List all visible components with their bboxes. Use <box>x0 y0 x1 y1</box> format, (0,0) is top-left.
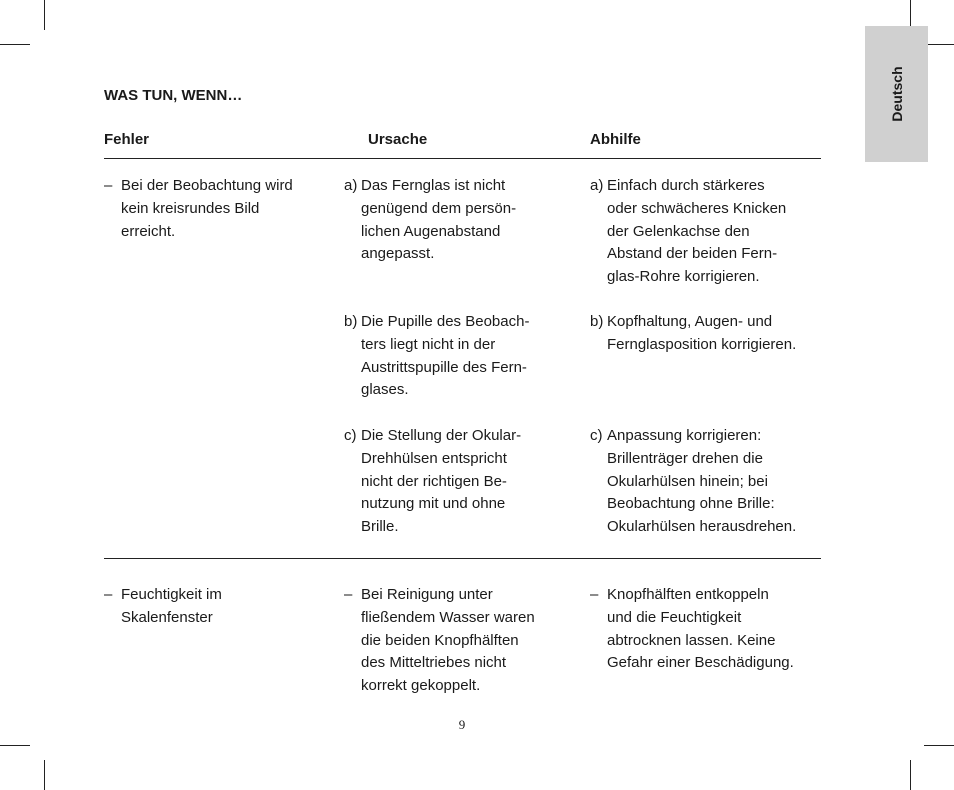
ursache-text: Das Fernglas ist nicht genügend dem persön- lichen Augenabstand angepasst. <box>361 177 517 263</box>
list-marker: b) <box>344 313 358 330</box>
crop-mark <box>44 0 45 30</box>
fehler-cell <box>104 175 329 243</box>
ursache-text: Bei Reinigung unter fließendem Wasser waren die beiden Knopfhälften des Mitteltriebes nicht korrekt gekoppelt. <box>361 586 535 695</box>
abhilfe-text: Einfach durch stärkeres oder schwächeres Knicken der Gelenkachse den Abstand der beiden Fern- glas-Rohre korrigieren. <box>607 177 787 286</box>
ursache-cell <box>344 425 564 539</box>
ursache-cell <box>344 311 564 402</box>
abhilfe-cell <box>590 584 825 675</box>
ursache-cell <box>344 175 564 266</box>
fehler-cell <box>104 584 329 630</box>
language-tab <box>865 26 928 162</box>
column-header-fehler: Fehler <box>104 131 150 148</box>
fehler-text: Feuchtigkeit im Skalenfenster <box>121 586 222 626</box>
page-number: 9 <box>458 717 466 732</box>
row-divider <box>104 558 821 559</box>
list-marker: c) <box>590 427 603 444</box>
column-header-ursache: Ursache <box>368 131 428 148</box>
list-marker: – <box>344 586 353 603</box>
crop-mark <box>910 760 911 790</box>
list-marker: c) <box>344 427 357 444</box>
abhilfe-cell <box>590 425 825 539</box>
fehler-text: Bei der Beobachtung wird kein kreisrundes Bild erreicht. <box>121 177 293 240</box>
list-marker: a) <box>344 177 358 194</box>
crop-mark <box>0 745 30 746</box>
crop-mark <box>44 760 45 790</box>
list-marker: b) <box>590 313 604 330</box>
list-marker: a) <box>590 177 604 194</box>
crop-mark <box>0 44 30 45</box>
header-divider <box>104 158 821 159</box>
abhilfe-text: Knopfhälften entkoppeln und die Feuchtigkeit abtrocknen lassen. Keine Gefahr einer Beschädigung. <box>607 586 794 672</box>
column-header-abhilfe: Abhilfe <box>590 131 641 148</box>
list-marker: – <box>104 586 113 603</box>
crop-mark <box>924 745 954 746</box>
abhilfe-text: Anpassung korrigieren: Brillenträger drehen die Okularhülsen hinein; bei Beobachtung ohne Brille: Okularhülsen herausdrehen. <box>607 427 797 536</box>
language-tab-label: Deutsch <box>888 66 905 122</box>
ursache-cell <box>344 584 564 698</box>
page-title: WAS TUN, WENN… <box>104 87 243 104</box>
abhilfe-cell <box>590 311 825 357</box>
ursache-text: Die Pupille des Beobach- ters liegt nicht in der Austrittspupille des Fern- glases. <box>361 313 530 399</box>
ursache-text: Die Stellung der Okular- Drehhülsen entspricht nicht der richtigen Be- nutzung mit und ohne Brille. <box>361 427 522 536</box>
crop-mark <box>924 44 954 45</box>
abhilfe-text: Kopfhaltung, Augen- und Fernglasposition korrigieren. <box>607 313 797 353</box>
abhilfe-cell <box>590 175 825 289</box>
list-marker: – <box>590 586 599 603</box>
list-marker: – <box>104 177 113 194</box>
